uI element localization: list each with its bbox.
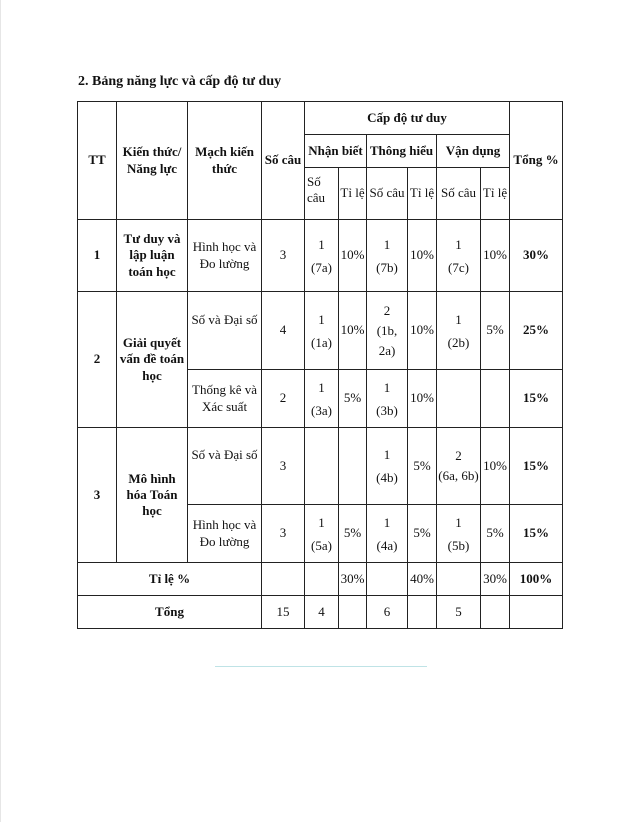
ti-le-label: Tỉ lệ % [78,563,262,596]
vd-count: 1 [455,514,462,530]
table-row [78,220,563,292]
header-thong-hieu: Thông hiểu [367,135,437,168]
vd-questions: (7c) [448,259,469,275]
th-pct: 10% [408,220,437,292]
th-count: 1 [383,514,391,530]
ti-le-total: 100% [510,563,563,596]
row-total: 15% [510,370,563,428]
row-total: 15% [510,505,563,563]
vd-pct [481,370,510,428]
nb-pct: 5% [339,505,367,563]
tong-nb: 4 [305,596,339,629]
mach-cell: Số và Đại số [188,292,262,370]
nb-pct: 10% [339,220,367,292]
group-tt: 1 [78,220,117,292]
th-questions: (4b) [376,470,398,485]
nb-count: 1 [318,236,325,252]
vd-questions: (6a, 6b) [438,468,479,483]
mach-cell: Số và Đại số [188,428,262,505]
subheader-ti-le-th: Tỉ lệ [408,168,437,220]
nb-questions: (7a) [311,259,332,275]
table-row [78,292,563,370]
nb-pct: 5% [339,370,367,428]
th-questions: (3b) [376,402,398,418]
nb-pct [339,428,367,505]
group-name: Mô hình hóa Toán học [117,428,188,563]
tong-label: Tổng [78,596,262,629]
ti-le-th: 40% [408,563,437,596]
so-cau-cell: 3 [262,428,305,505]
th-questions: (4a) [376,537,398,553]
subheader-ti-le-nb: Tỉ lệ [339,168,367,220]
th-pct: 5% [408,505,437,563]
vd-count: 1 [455,311,462,327]
mach-cell: Thống kê và Xác suất [188,370,262,428]
row-total: 25% [510,292,563,370]
nb-count: 1 [318,514,325,530]
th-pct: 5% [408,428,437,505]
so-cau-cell: 3 [262,505,305,563]
row-total: 30% [510,220,563,292]
nb-count: 1 [318,311,325,327]
header-cap-do: Cấp độ tư duy [305,102,510,135]
vd-questions: (5b) [447,537,470,553]
page-edge [0,0,1,822]
vd-pct: 10% [481,220,510,292]
subheader-so-cau-nb: Số câu [305,168,339,220]
ti-le-nb: 30% [339,563,367,596]
tong-vd: 5 [437,596,481,629]
section-heading: 2. Bảng năng lực và cấp độ tư duy [78,74,282,89]
mach-cell: Hình học và Đo lường [188,505,262,563]
th-questions: (1b, 2a) [376,322,398,358]
vd-pct: 5% [481,505,510,563]
th-count: 2 [383,302,391,318]
vd-count: 2 [455,448,462,463]
header-kien-thuc: Kiến thức/ Năng lực [117,102,188,220]
footer-divider [215,666,427,667]
competency-table [77,101,563,629]
so-cau-cell: 2 [262,370,305,428]
nb-questions: (1a) [311,334,332,350]
table-row [78,428,563,505]
nb-questions: (5a) [311,537,332,553]
so-cau-cell: 3 [262,220,305,292]
ti-le-vd: 30% [481,563,510,596]
ti-le-row [78,563,563,596]
subheader-so-cau-th: Số câu [367,168,408,220]
th-questions: (7b) [376,259,398,275]
vd-questions: (2b) [447,334,470,350]
th-pct: 10% [408,292,437,370]
so-cau-cell: 4 [262,292,305,370]
vd-pct: 5% [481,292,510,370]
group-tt: 2 [78,292,117,428]
header-mach: Mạch kiến thức [188,102,262,220]
tong-row [78,596,563,629]
th-count: 1 [383,447,391,462]
th-pct: 10% [408,370,437,428]
header-van-dung: Vận dụng [437,135,510,168]
tong-so-cau: 15 [262,596,305,629]
group-name: Tư duy và lập luận toán học [117,220,188,292]
vd-pct: 10% [481,428,510,505]
nb-questions: (3a) [311,402,332,418]
nb-pct: 10% [339,292,367,370]
header-tt: TT [78,102,117,220]
tong-th: 6 [367,596,408,629]
mach-cell: Hình học và Đo lường [188,220,262,292]
row-total: 15% [510,428,563,505]
th-count: 1 [383,379,391,395]
subheader-so-cau-vd: Số câu [437,168,481,220]
group-name: Giải quyết vấn đề toán học [117,292,188,428]
header-tong-pct: Tổng % [510,102,563,220]
nb-count: 1 [318,379,325,395]
group-tt: 3 [78,428,117,563]
th-count: 1 [383,236,391,252]
subheader-ti-le-vd: Tỉ lệ [481,168,510,220]
header-so-cau: Số câu [262,102,305,220]
header-nhan-biet: Nhận biết [305,135,367,168]
vd-count: 1 [455,236,462,252]
